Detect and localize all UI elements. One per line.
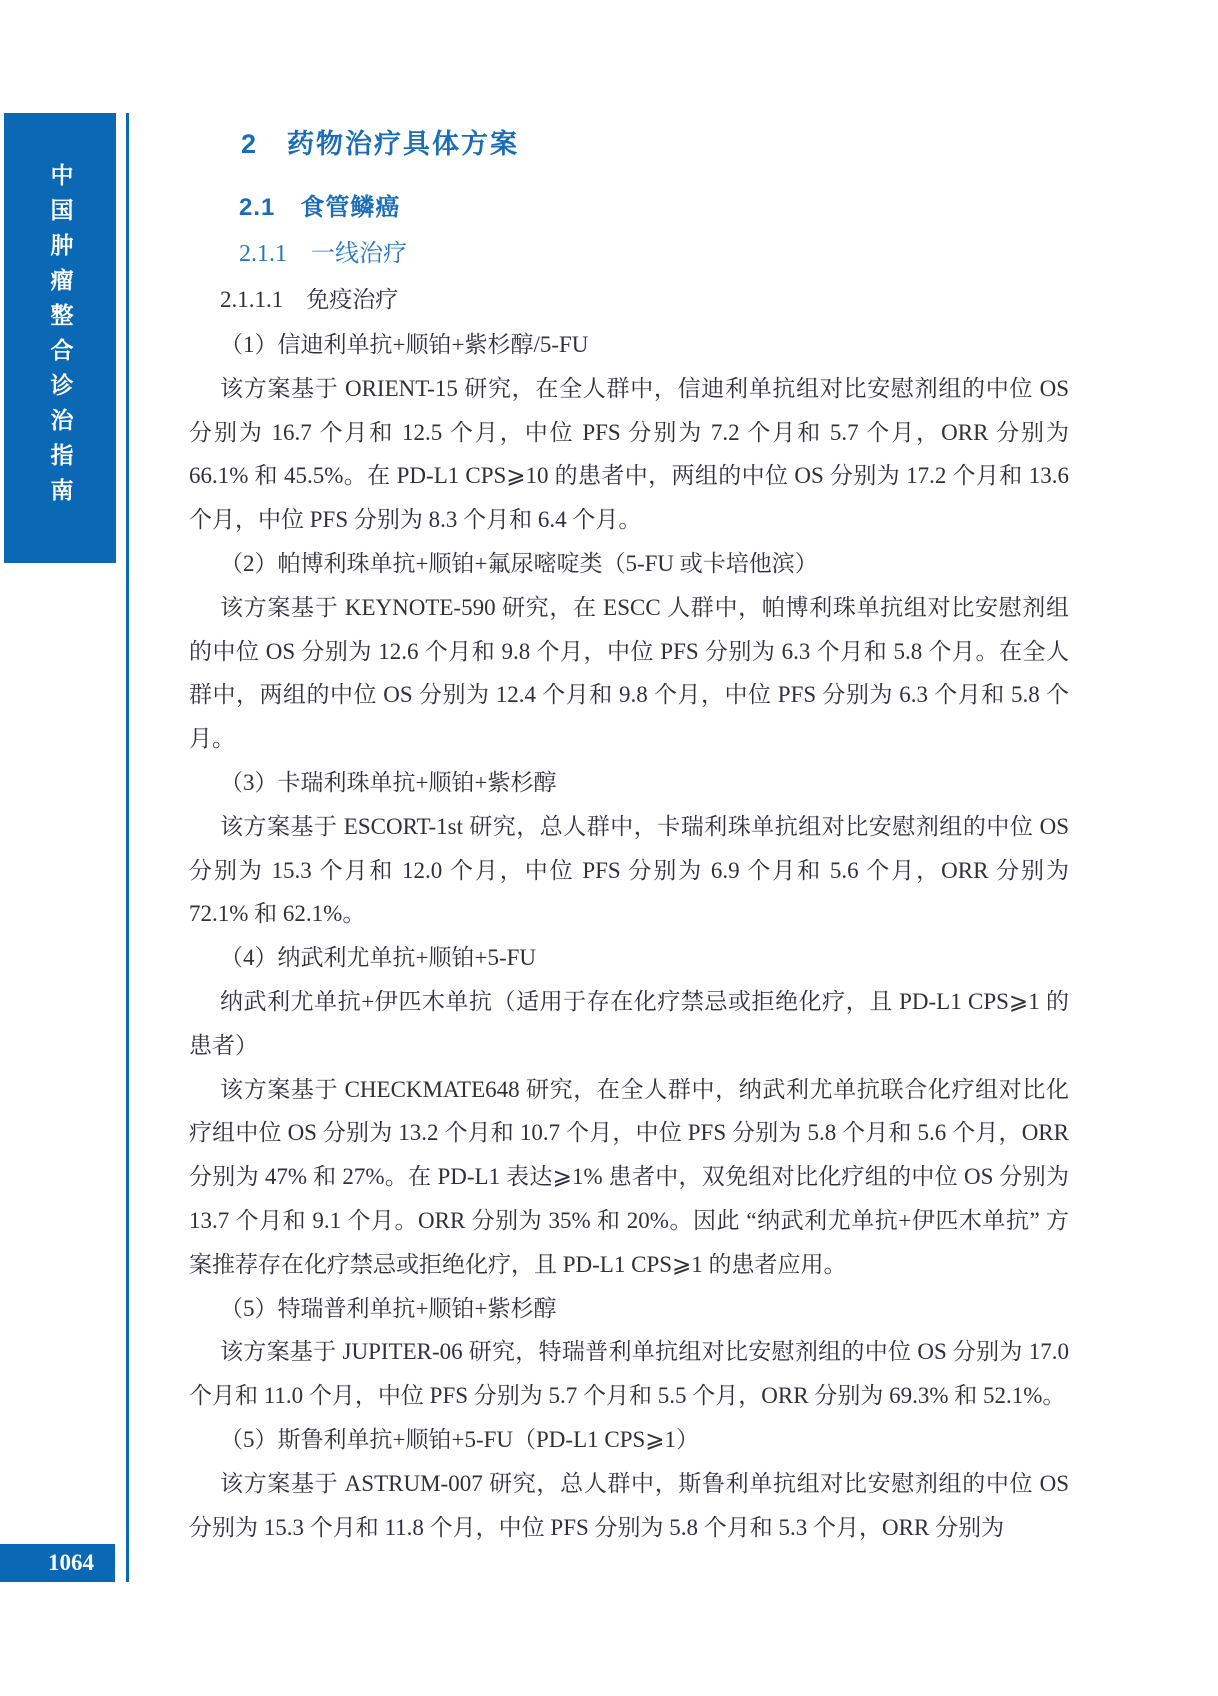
regimen-label: （3）卡瑞利珠单抗+顺铂+紫杉醇 <box>220 769 557 795</box>
page-number: 1064 <box>48 1550 94 1575</box>
section-heading-level3: 2.1.1 一线治疗 <box>239 241 407 267</box>
paragraph: 纳武利尤单抗+伊匹木单抗（适用于存在化疗禁忌或拒绝化疗，且 PD-L1 CPS⩾1 的患者） <box>189 988 1069 1058</box>
sidebar-banner-text: 中国肿瘤整合诊治指南 <box>47 163 74 513</box>
regimen-label: （2）帕博利珠单抗+顺铂+氟尿嘧啶类（5-FU 或卡培他滨） <box>220 550 818 576</box>
paragraph: 该方案基于 CHECKMATE648 研究，在全人群中，纳武利尤单抗联合化疗组对比化疗组中位 OS 分别为 13.2 个月和 10.7 个月，中位 PFS 分别为 5.8 个月和 5.6 个月，ORR 分别为 47% 和 27%。在 PD-L1 表达⩾1% 患者中，双免组对比化疗组的中位 OS 分别为 13.7 个月和 9.1 个月。ORR 分别为 35% 和 20%。因此 “纳武利尤单抗+伊匹木单抗” 方案推荐存在化疗禁忌或拒绝化疗，且 PD-L1 CPS⩾1 的患者应用。 <box>189 1076 1069 1277</box>
section-heading-level4: 2.1.1.1 免疫治疗 <box>220 287 399 312</box>
section-heading-level1: 2 药物治疗具体方案 <box>241 129 520 159</box>
paragraph: 该方案基于 JUPITER-06 研究，特瑞普利单抗组对比安慰剂组的中位 OS 分别为 17.0 个月和 11.0 个月，中位 PFS 分别为 5.7 个月和 5.5 个月，ORR 分别为 69.3% 和 52.1%。 <box>189 1339 1069 1409</box>
regimen-label: （5）斯鲁利单抗+顺铂+5-FU（PD-L1 CPS⩾1） <box>220 1426 700 1452</box>
paragraph: 该方案基于 ESCORT-1st 研究，总人群中，卡瑞利珠单抗组对比安慰剂组的中位 OS 分别为 15.3 个月和 12.0 个月，中位 PFS 分别为 6.9 个月和 5.6 个月，ORR 分别为 72.1% 和 62.1%。 <box>189 813 1069 927</box>
paragraph: 该方案基于 ASTRUM-007 研究，总人群中，斯鲁利单抗组对比安慰剂组的中位 OS 分别为 15.3 个月和 11.8 个月，中位 PFS 分别为 5.8 个月和 5.3 个月，ORR 分别为 <box>189 1470 1069 1540</box>
regimen-label: （5）特瑞普利单抗+顺铂+紫杉醇 <box>220 1295 557 1321</box>
vertical-divider <box>126 113 129 1582</box>
sidebar-banner <box>4 113 116 563</box>
paragraph: 该方案基于 ORIENT-15 研究，在全人群中，信迪利单抗组对比安慰剂组的中位 OS 分别为 16.7 个月和 12.5 个月，中位 PFS 分别为 7.2 个月和 5.7 个月，ORR 分别为 66.1% 和 45.5%。在 PD-L1 CPS⩾10 的患者中，两组的中位 OS 分别为 17.2 个月和 13.6 个月，中位 PFS 分别为 8.3 个月和 6.4 个月。 <box>189 375 1069 533</box>
paragraph: 该方案基于 KEYNOTE-590 研究，在 ESCC 人群中，帕博利珠单抗组对比安慰剂组的中位 OS 分别为 12.6 个月和 9.8 个月，中位 PFS 分别为 6.3 个月和 5.8 个月。在全人群中，两组的中位 OS 分别为 12.4 个月和 9.8 个月，中位 PFS 分别为 6.3 个月和 5.8 个月。 <box>189 594 1069 752</box>
page-number-badge <box>0 1544 115 1582</box>
section-heading-level2: 2.1 食管鳞癌 <box>239 194 401 221</box>
regimen-label: （1）信迪利单抗+顺铂+紫杉醇/5-FU <box>220 332 589 357</box>
regimen-label: （4）纳武利尤单抗+顺铂+5-FU <box>220 945 537 971</box>
main-text-column <box>189 0 1069 1549</box>
